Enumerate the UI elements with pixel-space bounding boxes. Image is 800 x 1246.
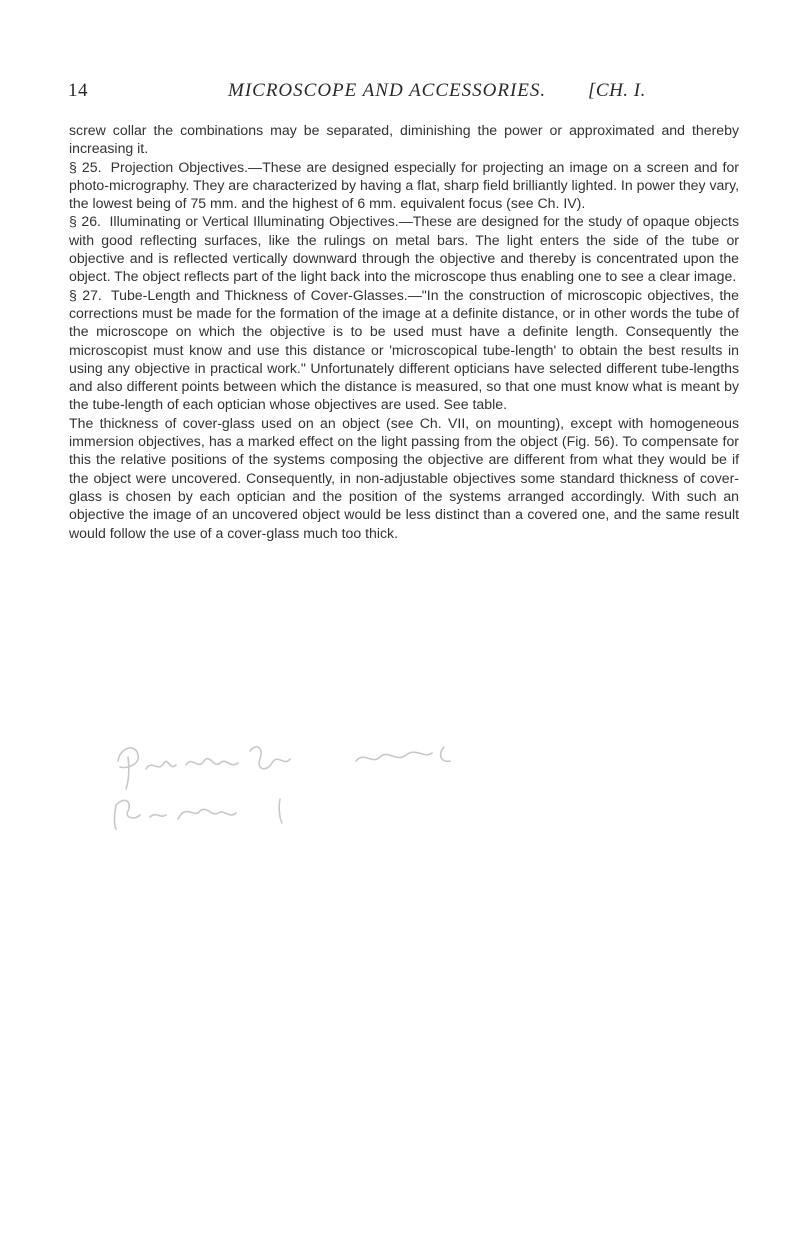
chapter-reference: [CH. I. bbox=[588, 80, 646, 101]
section-number: § 26. bbox=[69, 213, 101, 230]
handwriting-stroke bbox=[250, 747, 290, 769]
paragraph-text: screw collar the combinations may be separated, diminishing the power or approximated and thereby increasing it. bbox=[69, 122, 739, 157]
paragraph-continuation bbox=[69, 121, 739, 158]
handwriting-stroke bbox=[150, 815, 166, 817]
handwritten-marginalia bbox=[106, 733, 666, 833]
section-25-paragraph bbox=[69, 158, 739, 213]
section-number: § 27. bbox=[69, 286, 102, 303]
handwriting-stroke bbox=[146, 761, 176, 769]
section-number: § 25. bbox=[69, 158, 102, 175]
handwriting-stroke bbox=[178, 809, 236, 819]
section-heading: Projection Objectives. bbox=[110, 158, 249, 175]
cover-glass-paragraph bbox=[69, 414, 739, 542]
handwriting-stroke bbox=[186, 759, 238, 765]
handwriting-stroke bbox=[115, 800, 141, 829]
handwriting-stroke bbox=[118, 748, 138, 789]
handwriting-stroke bbox=[279, 799, 282, 823]
handwriting-stroke bbox=[441, 747, 450, 761]
running-title: MICROSCOPE AND ACCESSORIES. bbox=[228, 80, 547, 101]
paragraph-text: —These are designed especially for projecting an image on a screen and for photo-micrography. They are characterized by having a flat, sharp field brilliantly lighted. In power they vary, the lowest being of 75 mm. and the highest of 6 mm. equivalent focus (see Ch. IV). bbox=[69, 158, 739, 212]
paragraph-text: —These are designed for the study of opaque objects with good reflecting surfaces, like the rulings on metal bars. The light enters the side of the tube or objective and is reflected vertically downward through the objective and thereby is concentrated upon the object. The object reflects part of the light back into the microscope thus enabling one to see a clear image. bbox=[69, 213, 739, 285]
section-heading: Illuminating or Vertical Illuminating Objectives. bbox=[109, 213, 399, 230]
paragraph-text: —"In the construction of microscopic objectives, the corrections must be made for the formation of the image at a definite distance, or in other words the tube of the microscope on which the objective is to be used must have a definite length. Consequently the microscopist must know and use this distance or 'microscopical tube-length' to obtain the best results in using any objective in practical work." Unfortunately different opticians have selected different tube-lengths and also different points between which the distance is measured, so that one must know what is meant by the tube-length of each optician whose objectives are used. See table. bbox=[69, 286, 739, 413]
handwriting-stroke bbox=[356, 752, 432, 761]
paragraph-text: The thickness of cover-glass used on an object (see Ch. VII, on mounting), except with homogeneous immersion objectives, has a marked effect on the light passing from the object (Fig. 56). To compensate for this the relative positions of the systems composing the objective are different from what they would be if the object were uncovered. Consequently, in non-adjustable objectives some standard thickness of cover-glass is chosen by each optician and the position of the systems arranged accordingly. With such an objective the image of an uncovered object would be less distinct than a covered one, and the same result would follow the use of a cover-glass much too thick. bbox=[69, 414, 739, 541]
text-body bbox=[69, 121, 739, 542]
section-27-paragraph bbox=[69, 286, 739, 414]
page-number: 14 bbox=[68, 80, 88, 101]
page-header bbox=[68, 80, 740, 106]
section-26-paragraph bbox=[69, 212, 739, 285]
section-heading: Tube-Length and Thickness of Cover-Glasses. bbox=[111, 286, 408, 303]
